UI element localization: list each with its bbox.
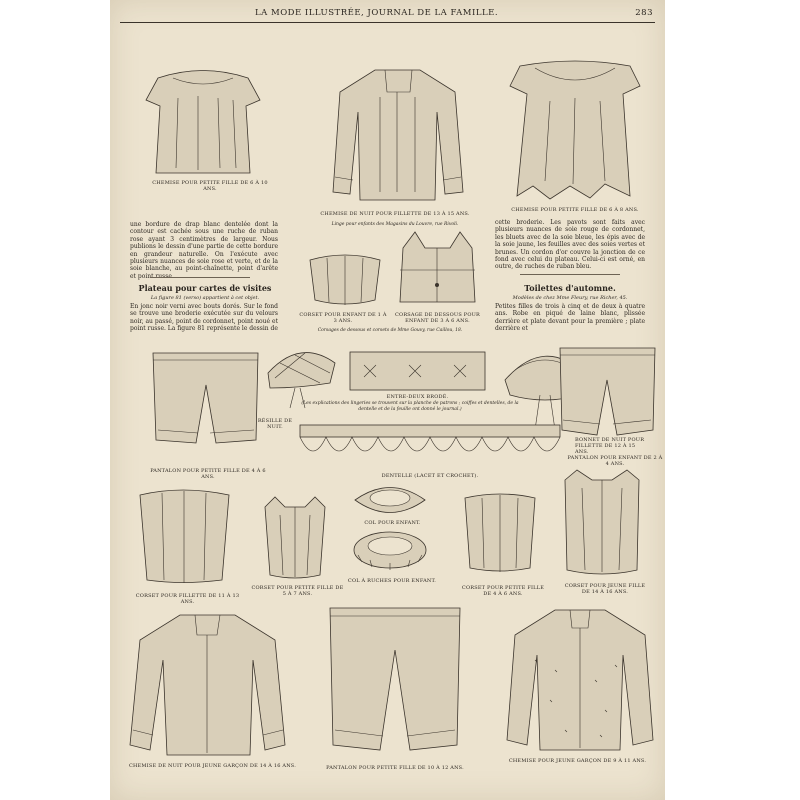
caption-corset-jeune: CORSET POUR JEUNE FILLE DE 14 À 16 ANS. xyxy=(564,583,646,595)
embroidered-insertion-illustration xyxy=(350,352,485,392)
boys-shirt-illustration xyxy=(505,600,655,755)
plateau-subheading: La figure 81 (verso) appartient à cet objet. xyxy=(150,295,260,301)
child-corset-illustration xyxy=(305,250,385,310)
underbodice-illustration xyxy=(395,230,480,310)
caption-underbodice: CORSAGE DE DESSOUS POUR ENFANT DE 3 À 6 ANS. xyxy=(395,312,480,324)
toilettes-heading: Toilettes d'automne. xyxy=(524,283,616,293)
caption-chemise-1: CHEMISE POUR PETITE FILLE DE 6 À 10 ANS. xyxy=(152,180,268,192)
caption-insertion: ENTRE-DEUX BRODÉ. xyxy=(386,394,449,400)
caption-pantaloons-1: PANTALON POUR PETITE FILLE DE 4 À 6 ANS. xyxy=(150,468,266,480)
caption-corset-petite-2: CORSET POUR PETITE FILLE DE 4 À 6 ANS. xyxy=(461,585,545,597)
caption-ruffled-collar: COL À RUCHES POUR ENFANT. xyxy=(347,578,437,584)
pantaloons-10-12-illustration xyxy=(325,600,465,760)
chemise-girl-6-8-illustration xyxy=(505,56,645,201)
lace-illustration xyxy=(300,425,560,470)
boys-nightshirt-illustration xyxy=(125,605,290,760)
caption-child-corset: CORSET POUR ENFANT DE 1 À 3 ANS. xyxy=(299,312,387,324)
page-number: 283 xyxy=(635,8,653,18)
nightshirt-girl-illustration xyxy=(325,52,470,202)
chemise-girl-6-10-illustration xyxy=(138,58,268,178)
caption-corset-petite-1: CORSET POUR PETITE FILLE DE 5 À 7 ANS. xyxy=(251,585,344,597)
corset-11-13-illustration xyxy=(132,485,237,585)
pantaloons-child-illustration xyxy=(555,340,660,450)
caption-pantaloons-2: PANTALON POUR PETITE FILLE DE 10 À 12 ANS. xyxy=(326,765,464,771)
corset-14-16-illustration xyxy=(557,470,647,580)
section-divider-right xyxy=(520,274,620,275)
caption-nightcap: BONNET DE NUIT POUR FILLETTE DE 12 À 15 ANS. xyxy=(575,437,645,455)
journal-page xyxy=(110,0,665,800)
caption-chemise-2: CHEMISE POUR PETITE FILLE DE 6 À 8 ANS. xyxy=(511,207,639,213)
corset-4-6-illustration xyxy=(460,490,540,575)
toilettes-subheading: Modèles de chez Mme Fleury, rue Richer, 45. xyxy=(512,295,628,301)
caption-collar: COL POUR ENFANT. xyxy=(364,520,421,526)
caption-pantaloons-child: PANTALON POUR ENFANT DE 2 À 4 ANS. xyxy=(567,455,663,467)
note-insertion: (Les explications des lingeries se trouvent sur la planche de patrons ; coiffes et dentelles, de la dentelle et de la feuille ont donné le journal.) xyxy=(301,401,519,412)
caption-boys-shirt: CHEMISE POUR JEUNE GARÇON DE 9 À 11 ANS. xyxy=(508,758,647,764)
caption-nightshirt-1: CHEMISE DE NUIT POUR FILLETTE DE 13 À 15 ANS. xyxy=(320,211,470,217)
note-nightshirt-1: Linge pour enfants des Magasins du Louvre, rue Rivoli. xyxy=(331,222,459,227)
header-rule xyxy=(120,22,655,23)
ruffled-collar-illustration xyxy=(350,530,430,575)
caption-boys-nightshirt: CHEMISE DE NUIT POUR JEUNE GARÇON DE 14 À 16 ANS. xyxy=(128,763,297,769)
child-collar-illustration xyxy=(350,480,430,525)
right-paragraph: cette broderie. Les pavots sont faits avec plusieurs nuances de soie rouge de cordonnet, les bluets avec de la soie bleue, les épis avec de la soie jaune, les feuilles avec des soies vertes et brunes. Un cordon d'or couvre la jonction de ce fond avec celui du plateau. Celui-ci est orné, en outre, de ruches de ruban bleu. xyxy=(495,219,645,271)
note-corsets: Corsages de dessous et corsets de Mme Gouvy, rue Caillou, 18. xyxy=(317,328,463,333)
corset-5-7-illustration xyxy=(255,495,335,580)
plateau-paragraph: En jonc noir verni avec bouts dorés. Sur le fond se trouve une broderie exécutée sur du velours noir, au passé, point de cordonnet, point noué et point russe. La figure 81 représente le dessin de xyxy=(130,303,278,333)
pantaloons-4-6-illustration xyxy=(148,345,263,460)
left-paragraph: une bordure de drap blanc dentelée dont la contour est cachée sous une ruche de ruban rose ayant 3 centimètres de largeur. Nous publions le dessin d'une partie de cette bordure en grandeur naturelle. On l'exécute avec plusieurs nuances de soie rose et verte, et de la soie blanche, au point-chaînette, point d'arête et point russe. xyxy=(130,221,278,280)
plateau-heading: Plateau pour cartes de visites xyxy=(138,283,272,293)
page-header xyxy=(110,8,665,22)
caption-lace: DENTELLE (LACET ET CROCHET). xyxy=(381,473,479,479)
toilettes-paragraph: Petites filles de trois à cinq et de deux à quatre ans. Robe en piqué de laine blanc, plissée derrière et plate devant pour la première ; plate derrière et xyxy=(495,303,645,333)
caption-corset-fillette: CORSET POUR FILLETTE DE 11 À 13 ANS. xyxy=(135,593,240,605)
section-divider-left xyxy=(150,277,250,278)
journal-title: LA MODE ILLUSTRÉE, JOURNAL DE LA FAMILLE. xyxy=(255,8,499,18)
caption-snood: RÉSILLE DE NUIT. xyxy=(257,418,293,430)
